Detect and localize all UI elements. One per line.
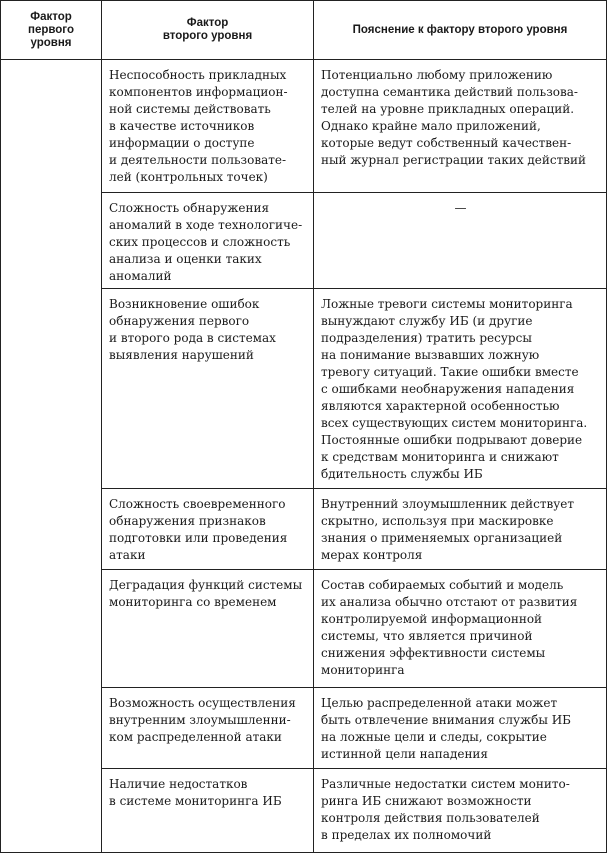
explanation-text-line: Различные недостатки систем монито- [321, 776, 570, 791]
factor-text-line: и второго рода в системах [109, 331, 276, 346]
factor-text-line: Деградация функций системы [109, 577, 303, 592]
header-row [1, 1, 607, 60]
second-level-factor-cell [102, 687, 314, 768]
explanation-text-line: телей на уровне прикладных операций. [321, 102, 575, 117]
factor-text-line: ком распределенной атаки [109, 729, 282, 744]
explanation-text-line: в пределах их полномочий [321, 827, 492, 842]
explanation-text-line: на понимание вызвавших ложную [321, 348, 540, 363]
header-first-level-factor [1, 1, 102, 60]
explanation-cell [314, 193, 607, 289]
factor-text-line: компонентов информацион- [109, 85, 288, 100]
explanation-text-line: контролируемой информационной [321, 611, 543, 626]
factor-text-line: Сложность обнаружения [109, 201, 270, 216]
explanation-text-line: к средствам мониторинга и снижают [321, 450, 559, 465]
explanation-text-line: Однако крайне мало приложений, [321, 119, 541, 134]
factor-text-line: подготовки или проведения [109, 530, 288, 545]
second-level-factor-cell [102, 569, 314, 687]
explanation-text-line: Состав собираемых событий и модель [321, 577, 564, 592]
explanation-text-line: мерах контроля [321, 547, 423, 562]
explanation-text-line: Ложные тревоги системы мониторинга [321, 297, 573, 312]
factor-text-line: Возможность осуществления [109, 695, 296, 710]
factor-text-line: информации о доступе [109, 136, 255, 151]
factor-text-line: обнаружения признаков [109, 513, 266, 528]
header-second-level-factor [102, 1, 314, 60]
factor-text-line: внутренним злоумышленни- [109, 712, 291, 727]
second-level-factor-cell [102, 60, 314, 193]
second-level-factor-cell [102, 768, 314, 852]
factor-text-line: мониторинга со временем [109, 594, 277, 609]
explanation-text-line: ринга ИБ снижают возможности [321, 793, 532, 808]
explanation-text-line: контроля действия пользователей [321, 810, 540, 825]
second-level-factor-cell [102, 289, 314, 488]
factor-text-line: и деятельности пользовате- [109, 153, 287, 168]
header-line: первого [28, 23, 74, 36]
explanation-cell [314, 687, 607, 768]
explanation-text-line: с ошибками необнаружения нападения [321, 382, 575, 397]
explanation-text-line: бдительность службы ИБ [321, 467, 483, 482]
explanation-text-line: мониторинга [321, 662, 405, 677]
factor-text-line: аномалий [109, 269, 172, 284]
header-line: уровня [30, 36, 72, 49]
empty-dash: — [454, 201, 467, 216]
explanation-text-line: всех существующих систем мониторинга. [321, 416, 588, 431]
explanation-text-line: тревогу ситуаций. Такие ошибки вместе [321, 365, 579, 380]
explanation-text-line: подразделения) тратить ресурсы [321, 331, 532, 346]
explanation-cell [314, 60, 607, 193]
factor-text-line: выявления нарушений [109, 348, 254, 363]
explanation-cell [314, 488, 607, 569]
explanation-cell [314, 289, 607, 488]
factor-text-line: анализа и оценки таких [109, 252, 262, 267]
explanation-text-line: Целью распределенной атаки может [321, 695, 558, 710]
table-row [1, 60, 607, 193]
factor-text-line: Сложность своевременного [109, 496, 286, 511]
explanation-cell [314, 768, 607, 852]
factor-text-line: аномалий в ходе технологиче- [109, 218, 303, 233]
explanation-text-line: системы, что является причиной [321, 628, 533, 643]
explanation-text-line: истинной цели нападения [321, 746, 489, 761]
explanation-text-line: снижения эффективности системы [321, 645, 546, 660]
explanation-text-line: Постоянные ошибки подрывают доверие [321, 433, 583, 448]
header-line: Фактор [30, 10, 72, 23]
explanation-text-line: являются характерной особенностью [321, 399, 560, 414]
header-explanation [314, 1, 607, 60]
factor-text-line: лей (контрольных точек) [109, 170, 268, 185]
explanation-text-line: Потенциально любому приложению [321, 68, 553, 83]
explanation-text-line: быть отвлечение внимания службы ИБ [321, 712, 571, 727]
header-line: второго уровня [162, 30, 253, 43]
factor-text-line: обнаружения первого [109, 314, 250, 329]
explanation-text-line: ный журнал регистрации таких действий [321, 153, 586, 168]
second-level-factor-cell [102, 193, 314, 289]
factor-text-line: ских процессов и сложность [109, 235, 291, 250]
explanation-text-line: вынуждают службу ИБ (и другие [321, 314, 533, 329]
factor-text-line: Наличие недостатков [109, 776, 248, 791]
factor-text-line: в системе мониторинга ИБ [109, 793, 282, 808]
first-level-factor-cell [1, 60, 102, 853]
header-line: Фактор [186, 17, 229, 30]
factor-text-line: в качестве источников [109, 119, 255, 134]
explanation-text-line: скрытно, используя при маскировке [321, 513, 554, 528]
explanation-text-line: знания о применяемых организацией [321, 530, 563, 545]
factor-text-line: атаки [109, 547, 146, 562]
explanation-text-line: на ложные цели и следы, сокрытие [321, 729, 547, 744]
factor-text-line: Возникновение ошибок [109, 297, 260, 312]
explanation-text-line: их анализа обычно отстают от развития [321, 594, 578, 609]
explanation-text-line: доступна семантика действий пользова- [321, 85, 578, 100]
explanation-text-line: Внутренний злоумышленник действует [321, 496, 575, 511]
factor-text-line: ной системы действовать [109, 102, 271, 117]
factor-text-line: Неспособность прикладных [109, 68, 287, 83]
explanation-text-line: которые ведут собственный качествен- [321, 136, 572, 151]
second-level-factor-cell [102, 488, 314, 569]
explanation-cell [314, 569, 607, 687]
header-line: Пояснение к фактору второго уровня [352, 23, 568, 36]
